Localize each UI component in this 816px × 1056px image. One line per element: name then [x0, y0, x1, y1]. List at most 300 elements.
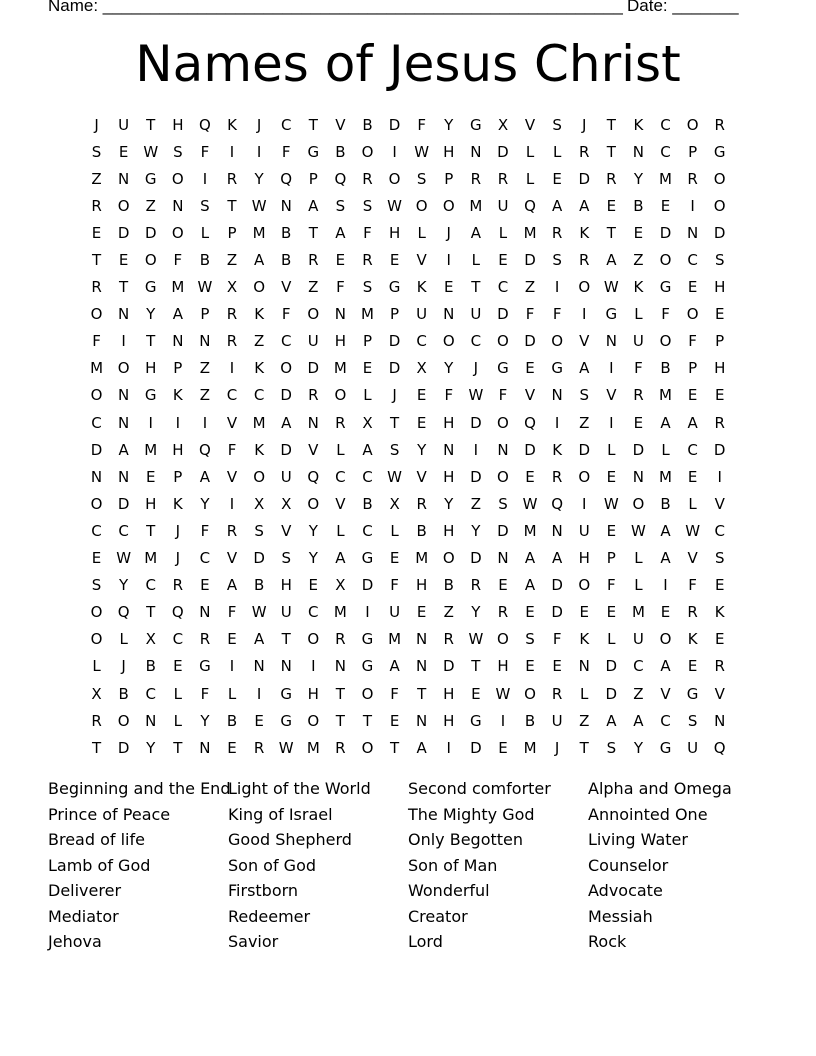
grid-letter[interactable]: D	[280, 440, 292, 459]
grid-letter[interactable]: M	[523, 223, 537, 242]
grid-letter[interactable]: B	[335, 142, 346, 161]
grid-letter[interactable]: G	[659, 278, 672, 297]
grid-letter[interactable]: R	[443, 630, 454, 649]
grid-letter[interactable]: C	[308, 603, 319, 622]
grid-letter[interactable]: D	[117, 494, 130, 513]
grid-letter[interactable]: M	[333, 359, 347, 378]
grid-letter[interactable]: G	[307, 142, 320, 161]
grid-letter[interactable]: E	[525, 467, 535, 486]
grid-letter[interactable]: G	[361, 657, 374, 676]
grid-letter[interactable]: R	[579, 142, 590, 161]
grid-letter[interactable]: C	[687, 251, 698, 270]
grid-letter[interactable]: T	[173, 738, 183, 757]
grid-letter[interactable]: Y	[444, 115, 454, 134]
grid-letter[interactable]: T	[389, 413, 400, 432]
grid-letter[interactable]: G	[361, 549, 374, 568]
grid-letter[interactable]: L	[634, 549, 643, 568]
grid-letter[interactable]: N	[686, 223, 699, 242]
grid-letter[interactable]: O	[686, 305, 699, 324]
grid-letter[interactable]: Z	[253, 332, 265, 351]
grid-letter[interactable]: F	[200, 684, 210, 703]
grid-letter[interactable]: A	[362, 440, 373, 459]
grid-letter[interactable]: W	[522, 494, 538, 513]
grid-letter[interactable]: A	[552, 196, 563, 215]
grid-letter[interactable]: G	[659, 738, 672, 757]
grid-letter[interactable]: L	[336, 440, 345, 459]
grid-letter[interactable]: D	[470, 549, 482, 568]
grid-letter[interactable]: F	[227, 603, 237, 622]
grid-letter[interactable]: H	[172, 115, 184, 134]
grid-letter[interactable]: O	[307, 711, 320, 730]
grid-letter[interactable]: X	[362, 413, 373, 432]
grid-letter[interactable]: R	[606, 169, 617, 188]
grid-letter[interactable]: E	[118, 251, 129, 270]
grid-letter[interactable]: G	[144, 386, 157, 405]
grid-letter[interactable]: V	[714, 494, 725, 513]
grid-letter[interactable]: O	[307, 305, 320, 324]
grid-letter[interactable]: O	[497, 630, 509, 649]
grid-letter[interactable]: M	[631, 603, 645, 622]
grid-letter[interactable]: N	[118, 386, 130, 405]
grid-letter[interactable]: A	[172, 305, 183, 324]
grid-letter[interactable]: R	[91, 711, 102, 730]
grid-letter[interactable]: E	[579, 603, 589, 622]
grid-letter[interactable]: I	[582, 305, 587, 324]
grid-letter[interactable]: R	[335, 413, 346, 432]
grid-letter[interactable]: Q	[171, 603, 184, 622]
grid-letter[interactable]: E	[498, 576, 508, 595]
grid-letter[interactable]: B	[281, 223, 292, 242]
grid-letter[interactable]: Z	[308, 278, 319, 297]
grid-letter[interactable]: B	[660, 494, 671, 513]
grid-letter[interactable]: C	[470, 332, 482, 351]
grid-letter[interactable]: R	[714, 413, 725, 432]
grid-letter[interactable]: O	[280, 359, 293, 378]
grid-letter[interactable]: L	[336, 521, 345, 540]
grid-letter[interactable]: V	[714, 684, 725, 703]
grid-letter[interactable]: E	[389, 251, 400, 270]
grid-letter[interactable]: U	[497, 196, 509, 215]
grid-letter[interactable]: G	[470, 711, 482, 730]
grid-letter[interactable]: B	[524, 711, 536, 730]
grid-letter[interactable]: E	[498, 251, 508, 270]
grid-letter[interactable]: M	[90, 359, 104, 378]
grid-letter[interactable]: I	[148, 413, 153, 432]
grid-letter[interactable]: R	[362, 251, 373, 270]
grid-letter[interactable]: D	[388, 359, 401, 378]
grid-letter[interactable]: Y	[200, 711, 210, 730]
grid-letter[interactable]: I	[256, 684, 262, 703]
grid-letter[interactable]: D	[497, 142, 509, 161]
grid-letter[interactable]: A	[633, 711, 644, 730]
grid-letter[interactable]: A	[660, 549, 671, 568]
grid-letter[interactable]: Y	[633, 738, 643, 757]
grid-letter[interactable]: E	[416, 413, 427, 432]
grid-letter[interactable]: D	[388, 115, 401, 134]
grid-letter[interactable]: H	[145, 359, 157, 378]
grid-letter[interactable]: E	[633, 413, 644, 432]
grid-letter[interactable]: L	[119, 630, 128, 649]
grid-letter[interactable]: N	[632, 142, 645, 161]
grid-letter[interactable]: J	[554, 738, 560, 757]
grid-letter[interactable]: Y	[146, 738, 156, 757]
grid-letter[interactable]: J	[94, 115, 99, 134]
grid-letter[interactable]: H	[388, 223, 401, 242]
grid-letter[interactable]: D	[280, 386, 292, 405]
grid-letter[interactable]: H	[714, 278, 726, 297]
grid-letter[interactable]: O	[578, 576, 591, 595]
grid-letter[interactable]: R	[362, 169, 373, 188]
grid-letter[interactable]: W	[116, 549, 132, 568]
grid-letter[interactable]: V	[281, 521, 292, 540]
grid-letter[interactable]: E	[525, 657, 535, 676]
grid-letter[interactable]: E	[145, 467, 156, 486]
grid-letter[interactable]: N	[416, 657, 428, 676]
grid-letter[interactable]: D	[442, 657, 455, 676]
grid-letter[interactable]: D	[551, 603, 563, 622]
grid-letter[interactable]: B	[443, 576, 454, 595]
grid-letter[interactable]: I	[609, 359, 614, 378]
grid-letter[interactable]: L	[390, 521, 399, 540]
grid-letter[interactable]: G	[199, 657, 211, 676]
grid-letter[interactable]: L	[498, 223, 508, 242]
grid-letter[interactable]: D	[470, 467, 482, 486]
grid-letter[interactable]: O	[713, 169, 726, 188]
grid-letter[interactable]: L	[173, 684, 182, 703]
grid-letter[interactable]: E	[633, 223, 644, 242]
grid-letter[interactable]: F	[200, 521, 210, 540]
grid-letter[interactable]: Q	[117, 603, 130, 622]
grid-letter[interactable]: J	[473, 359, 479, 378]
grid-letter[interactable]: Q	[551, 494, 564, 513]
grid-letter[interactable]: W	[603, 278, 619, 297]
grid-letter[interactable]: V	[281, 278, 292, 297]
grid-letter[interactable]: M	[659, 169, 672, 188]
grid-letter[interactable]: E	[525, 359, 535, 378]
grid-letter[interactable]: O	[90, 386, 103, 405]
grid-letter[interactable]: N	[118, 169, 130, 188]
grid-letter[interactable]: N	[199, 738, 211, 757]
grid-letter[interactable]: W	[468, 386, 484, 405]
grid-letter[interactable]: P	[308, 169, 318, 188]
grid-letter[interactable]: V	[660, 684, 671, 703]
grid-letter[interactable]: M	[252, 223, 266, 242]
grid-letter[interactable]: F	[363, 223, 372, 242]
grid-letter[interactable]: U	[687, 738, 699, 757]
grid-letter[interactable]: Z	[579, 711, 590, 730]
grid-letter[interactable]: O	[551, 332, 564, 351]
grid-letter[interactable]: K	[687, 630, 698, 649]
grid-letter[interactable]: X	[91, 684, 102, 703]
grid-letter[interactable]: W	[495, 684, 511, 703]
grid-letter[interactable]: Z	[579, 413, 590, 432]
grid-letter[interactable]: N	[118, 305, 130, 324]
grid-letter[interactable]: G	[144, 169, 157, 188]
grid-letter[interactable]: J	[256, 115, 262, 134]
grid-letter[interactable]: N	[280, 196, 292, 215]
grid-letter[interactable]: N	[470, 142, 482, 161]
grid-letter[interactable]: W	[685, 521, 701, 540]
grid-letter[interactable]: X	[416, 359, 427, 378]
grid-letter[interactable]: I	[446, 251, 451, 270]
grid-letter[interactable]: P	[200, 305, 210, 324]
grid-letter[interactable]: O	[415, 196, 428, 215]
grid-letter[interactable]: H	[416, 576, 428, 595]
grid-letter[interactable]: I	[311, 657, 316, 676]
grid-letter[interactable]: E	[714, 630, 725, 649]
grid-letter[interactable]: U	[307, 332, 319, 351]
grid-letter[interactable]: F	[227, 440, 237, 459]
grid-letter[interactable]: S	[281, 549, 291, 568]
grid-letter[interactable]: O	[578, 278, 591, 297]
grid-letter[interactable]: V	[524, 115, 536, 134]
grid-letter[interactable]: B	[253, 576, 265, 595]
grid-letter[interactable]: C	[280, 332, 292, 351]
grid-letter[interactable]: I	[175, 413, 181, 432]
grid-letter[interactable]: E	[498, 738, 508, 757]
grid-letter[interactable]: A	[389, 657, 400, 676]
grid-letter[interactable]: D	[497, 521, 509, 540]
grid-letter[interactable]: Y	[471, 603, 481, 622]
grid-letter[interactable]: N	[416, 630, 428, 649]
grid-letter[interactable]: F	[661, 305, 670, 324]
grid-letter[interactable]: U	[632, 332, 644, 351]
grid-letter[interactable]: D	[117, 738, 130, 757]
grid-letter[interactable]: R	[91, 196, 102, 215]
grid-letter[interactable]: I	[229, 359, 235, 378]
grid-letter[interactable]: N	[578, 657, 590, 676]
grid-letter[interactable]: S	[579, 386, 589, 405]
grid-letter[interactable]: Q	[524, 413, 536, 432]
grid-letter[interactable]: D	[524, 251, 536, 270]
grid-letter[interactable]: A	[416, 738, 427, 757]
grid-letter[interactable]: L	[634, 305, 643, 324]
grid-letter[interactable]: R	[497, 603, 509, 622]
grid-letter[interactable]: P	[173, 359, 183, 378]
grid-letter[interactable]: X	[335, 576, 346, 595]
grid-letter[interactable]: K	[254, 359, 265, 378]
grid-letter[interactable]: D	[307, 359, 320, 378]
grid-letter[interactable]: D	[524, 440, 536, 459]
grid-letter[interactable]: Y	[633, 169, 643, 188]
grid-letter[interactable]: O	[307, 630, 320, 649]
grid-letter[interactable]: O	[442, 549, 455, 568]
grid-letter[interactable]: N	[199, 332, 211, 351]
grid-letter[interactable]: C	[497, 278, 509, 297]
grid-letter[interactable]: N	[443, 440, 455, 459]
grid-letter[interactable]: N	[632, 467, 645, 486]
grid-letter[interactable]: Z	[145, 196, 156, 215]
grid-letter[interactable]: O	[90, 494, 103, 513]
grid-letter[interactable]: L	[580, 684, 589, 703]
grid-letter[interactable]: R	[551, 467, 563, 486]
grid-letter[interactable]: N	[551, 386, 563, 405]
grid-letter[interactable]: Q	[713, 738, 726, 757]
grid-letter[interactable]: Q	[334, 169, 347, 188]
grid-letter[interactable]: O	[361, 738, 374, 757]
grid-letter[interactable]: N	[443, 305, 455, 324]
grid-letter[interactable]: G	[470, 115, 482, 134]
grid-letter[interactable]: R	[714, 115, 725, 134]
grid-letter[interactable]: H	[443, 521, 455, 540]
grid-letter[interactable]: N	[551, 521, 563, 540]
grid-letter[interactable]: I	[500, 711, 506, 730]
grid-letter[interactable]: T	[146, 115, 156, 134]
grid-letter[interactable]: R	[91, 278, 102, 297]
grid-letter[interactable]: G	[144, 278, 157, 297]
grid-letter[interactable]: N	[172, 196, 184, 215]
grid-letter[interactable]: N	[307, 413, 319, 432]
grid-letter[interactable]: G	[497, 359, 509, 378]
grid-letter[interactable]: T	[389, 738, 400, 757]
grid-letter[interactable]: D	[578, 169, 591, 188]
grid-letter[interactable]: Y	[444, 359, 454, 378]
grid-letter[interactable]: L	[688, 494, 697, 513]
grid-letter[interactable]: M	[171, 278, 185, 297]
grid-letter[interactable]: F	[390, 576, 399, 595]
grid-letter[interactable]: E	[91, 549, 102, 568]
grid-letter[interactable]: M	[523, 521, 537, 540]
grid-letter[interactable]: N	[334, 657, 346, 676]
grid-letter[interactable]: E	[254, 711, 264, 730]
grid-letter[interactable]: J	[175, 549, 181, 568]
grid-letter[interactable]: L	[227, 684, 237, 703]
grid-letter[interactable]: P	[390, 305, 400, 324]
grid-letter[interactable]: R	[335, 630, 346, 649]
grid-letter[interactable]: O	[144, 251, 157, 270]
grid-letter[interactable]: H	[443, 684, 455, 703]
grid-letter[interactable]: E	[687, 386, 698, 405]
grid-letter[interactable]: T	[227, 196, 237, 215]
grid-letter[interactable]: E	[660, 196, 671, 215]
grid-letter[interactable]: W	[631, 521, 646, 540]
grid-letter[interactable]: W	[197, 278, 213, 297]
grid-letter[interactable]: U	[118, 115, 130, 134]
grid-letter[interactable]: O	[713, 196, 726, 215]
grid-letter[interactable]: A	[281, 413, 292, 432]
grid-letter[interactable]: R	[551, 223, 563, 242]
grid-letter[interactable]: D	[605, 684, 618, 703]
grid-letter[interactable]: L	[525, 142, 535, 161]
grid-letter[interactable]: O	[361, 142, 374, 161]
grid-letter[interactable]: P	[688, 142, 698, 161]
grid-letter[interactable]: X	[145, 630, 156, 649]
grid-letter[interactable]: O	[90, 630, 103, 649]
grid-letter[interactable]: B	[660, 359, 671, 378]
grid-letter[interactable]: D	[605, 657, 618, 676]
grid-letter[interactable]: D	[361, 576, 374, 595]
grid-letter[interactable]: T	[308, 223, 318, 242]
grid-letter[interactable]: C	[714, 521, 725, 540]
grid-letter[interactable]: U	[416, 305, 428, 324]
grid-letter[interactable]: Z	[443, 603, 454, 622]
grid-letter[interactable]: O	[388, 169, 401, 188]
grid-letter[interactable]: L	[471, 251, 481, 270]
grid-letter[interactable]: C	[660, 142, 671, 161]
grid-letter[interactable]: R	[172, 576, 184, 595]
grid-letter[interactable]: D	[117, 223, 130, 242]
grid-letter[interactable]: A	[308, 196, 319, 215]
grid-letter[interactable]: O	[253, 467, 266, 486]
grid-letter[interactable]: K	[579, 223, 590, 242]
grid-letter[interactable]: V	[416, 251, 427, 270]
grid-letter[interactable]: N	[90, 467, 103, 486]
grid-letter[interactable]: A	[606, 251, 617, 270]
grid-letter[interactable]: N	[199, 603, 211, 622]
grid-letter[interactable]: D	[90, 440, 103, 459]
grid-letter[interactable]: U	[280, 467, 292, 486]
grid-letter[interactable]: A	[253, 630, 265, 649]
grid-letter[interactable]: Q	[199, 115, 211, 134]
grid-letter[interactable]: N	[497, 440, 509, 459]
grid-letter[interactable]: T	[471, 657, 481, 676]
grid-letter[interactable]: W	[414, 142, 430, 161]
grid-letter[interactable]: S	[525, 630, 535, 649]
grid-letter[interactable]: S	[552, 251, 562, 270]
grid-letter[interactable]: R	[226, 169, 238, 188]
grid-letter[interactable]: E	[118, 142, 129, 161]
grid-letter[interactable]: E	[687, 467, 698, 486]
grid-letter[interactable]: B	[416, 521, 427, 540]
grid-letter[interactable]: I	[609, 413, 614, 432]
grid-letter[interactable]: E	[660, 603, 671, 622]
grid-letter[interactable]: E	[362, 359, 373, 378]
grid-letter[interactable]: S	[362, 196, 373, 215]
grid-letter[interactable]: L	[552, 142, 562, 161]
grid-letter[interactable]: D	[713, 440, 726, 459]
grid-letter[interactable]: E	[714, 576, 725, 595]
grid-letter[interactable]: R	[497, 169, 509, 188]
grid-letter[interactable]: S	[416, 169, 427, 188]
grid-letter[interactable]: T	[362, 711, 373, 730]
grid-letter[interactable]: R	[226, 521, 238, 540]
grid-letter[interactable]: S	[714, 251, 725, 270]
grid-letter[interactable]: K	[633, 278, 644, 297]
grid-letter[interactable]: J	[446, 223, 451, 242]
grid-letter[interactable]: Y	[254, 169, 264, 188]
grid-letter[interactable]: V	[335, 494, 346, 513]
grid-letter[interactable]: S	[362, 278, 373, 297]
grid-letter[interactable]: O	[442, 332, 455, 351]
grid-letter[interactable]: E	[714, 305, 725, 324]
grid-letter[interactable]: N	[118, 413, 130, 432]
grid-letter[interactable]: N	[172, 332, 184, 351]
grid-letter[interactable]: D	[470, 413, 482, 432]
grid-letter[interactable]: D	[578, 440, 591, 459]
grid-letter[interactable]: K	[227, 115, 237, 134]
grid-letter[interactable]: S	[254, 521, 264, 540]
grid-letter[interactable]: N	[714, 711, 726, 730]
grid-letter[interactable]: I	[392, 142, 397, 161]
grid-letter[interactable]: N	[280, 657, 292, 676]
grid-letter[interactable]: T	[146, 521, 156, 540]
grid-letter[interactable]: O	[307, 494, 320, 513]
grid-letter[interactable]: M	[306, 738, 320, 757]
grid-letter[interactable]: K	[714, 603, 725, 622]
grid-letter[interactable]: I	[229, 657, 235, 676]
grid-letter[interactable]: S	[714, 549, 725, 568]
grid-letter[interactable]: E	[389, 711, 400, 730]
grid-letter[interactable]: J	[582, 115, 587, 134]
grid-letter[interactable]: E	[606, 196, 617, 215]
grid-letter[interactable]: O	[497, 332, 509, 351]
grid-letter[interactable]: B	[281, 251, 292, 270]
grid-letter[interactable]: E	[471, 684, 481, 703]
grid-letter[interactable]: F	[525, 305, 535, 324]
grid-letter[interactable]: O	[659, 251, 672, 270]
grid-letter[interactable]: A	[524, 549, 536, 568]
grid-letter[interactable]: O	[578, 467, 591, 486]
